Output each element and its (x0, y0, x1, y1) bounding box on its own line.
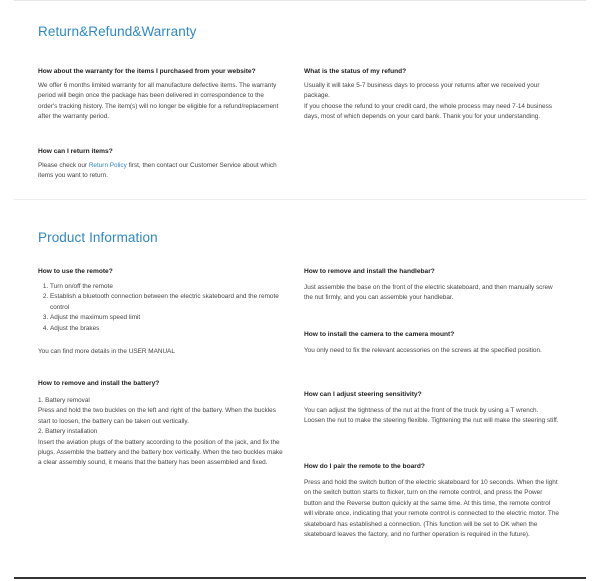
battery-line: Insert the aviation plugs of the battery according to the position of the jack, and fix the plugs. Assemble the battery and the battery box vertically. When the two buckles make a clear assembly sound, it means that the battery has been assembled and fixed. (38, 438, 283, 467)
remote-steps (38, 282, 284, 334)
remote-question: How to use the remote? (38, 268, 113, 275)
battery-answer (38, 396, 284, 469)
section-divider (14, 199, 586, 200)
pairing-question: How do I pair the remote to the board? (304, 463, 425, 470)
return-answer-after: first, then contact our Customer Service about which items you want to return. (38, 162, 277, 180)
remote-answer (38, 282, 284, 334)
refund-answer-2: If you choose the refund to your credit card, the whole process may need 7-14 business days, most of which depends on your card bank. Thank you for your understanding. (304, 102, 552, 121)
handlebar-answer: Just assemble the base on the front of the electric skateboard, and then manually screw the nut firmly, and you can assemble your handlebar. (304, 284, 553, 302)
warranty-answer (38, 81, 284, 123)
remote-step: 2. Establish a bluetooth connection between the electric skateboard and the remote control (50, 292, 284, 313)
battery-question: How to remove and install the battery? (38, 380, 160, 387)
return-items-question: How can I return items? (38, 148, 113, 155)
remote-note: You can find more details in the USER MANUAL (38, 348, 175, 355)
refund-status-question: What is the status of my refund? (304, 68, 407, 75)
handlebar-question: How to remove and install the handlebar? (304, 268, 435, 275)
product-section-title: Product Information (38, 230, 158, 245)
warranty-question: How about the warranty for the items I purchased from your website? (38, 68, 256, 75)
remote-step: 4. Adjust the brakes (50, 324, 284, 334)
camera-question: How to install the camera to the camera mount? (304, 331, 455, 338)
pairing-answer: Press and hold the switch button of the electric skateboard for 10 seconds. When the light on the switch button starts to flicker, turn on the remote control, and press the Power button and the Reverse button quickly at the same time. At this time, the remote control will vibrate once, indicating that your remote control is connected to the electric motor. The skateboard has established a connection. (This function will be set to OK when the skateboard leaves the factory, and no further operation is required in the future). (304, 479, 559, 539)
bottom-divider (14, 577, 586, 579)
steering-question: How can I adjust steering sensitivity? (304, 391, 422, 398)
battery-line: Press and hold the two buckles on the left and right of the battery. When the buckles start to loosen, the battery can be taken out vertically. (38, 407, 276, 425)
warranty-section (14, 4, 586, 194)
refund-status-answer (304, 81, 560, 123)
battery-line: 2. Battery installation (38, 428, 98, 436)
warranty-section-title: Return&Refund&Warranty (38, 24, 197, 39)
return-items-answer (38, 161, 284, 182)
remote-step: 1. Turn on/off the remote (50, 282, 284, 292)
refund-answer-1: Usually it will take 5-7 business days to process your returns after we received your package. (304, 82, 540, 100)
steering-answer: You can adjust the tightness of the nut at the front of the truck by using a T wrench. Loosen the nut to make the steering flexible. Tightening the nut will make the steering stiff. (304, 407, 559, 425)
top-divider (14, 0, 586, 1)
battery-line: 1. Battery removal (38, 397, 90, 404)
camera-answer: You only need to fix the relevant accessories on the screws at the specified position. (304, 347, 542, 354)
return-policy-link[interactable]: Return Policy (88, 162, 127, 169)
product-section (14, 210, 586, 575)
return-answer-before: Please check our (38, 162, 89, 169)
warranty-answer-text: We offer 6 months limited warranty for all manufacture defective items. The warranty period will begin once the package has been delivered in correspondence to the order's tracking history. The item(s) will no longer be eligible for a refund/replacement after the warranty period. (38, 82, 279, 121)
remote-step: 3. Adjust the maximum speed limit (50, 313, 284, 323)
